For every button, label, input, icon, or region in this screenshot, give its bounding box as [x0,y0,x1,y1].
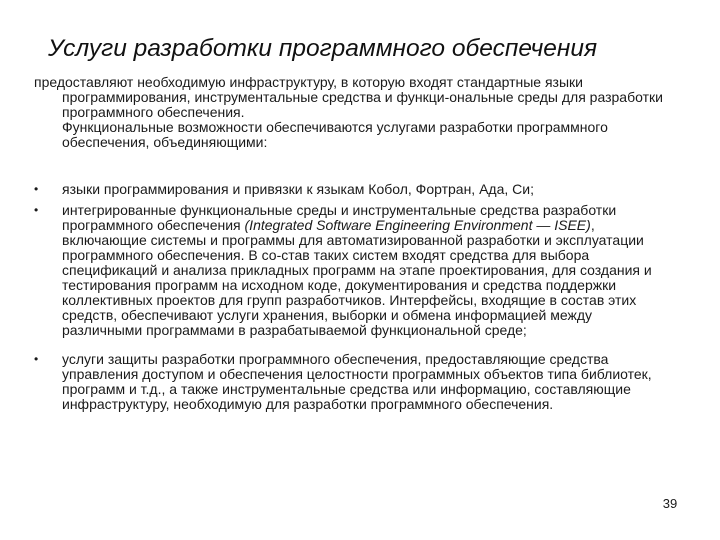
bullet-icon: • [34,182,39,196]
page-number: 39 [662,496,678,511]
bullet-text: языки программирования и привязки к языкам Кобол, Фортран, Ада, Си; [62,181,534,197]
intro-paragraph [34,75,670,150]
list-item [34,203,674,338]
english-term: (Integrated Software Engineering Environment — ISEE) [244,217,591,233]
bullet-text: интегрированные функциональные среды и инструментальные средства разработки программного обеспечения [62,202,617,233]
list-item [34,182,674,197]
bullet-list [34,182,674,418]
bullet-icon: • [34,352,39,366]
list-item [34,352,674,412]
bullet-text-continued: , включающие системы и программы для автоматизированной разработки и эксплуатации программного обеспечения. В со-став таких систем входят средства для выбора спецификаций и анализа прикладных программ на этапе проектирования, для создания и тестирования программ на исходном коде, документирования и средства поддержки коллективных проектов для групп разработчиков. Интерфейсы, входящие в состав этих средств, обеспечивают услуги хранения, выборки и обмена информацией между различными программами в разрабатываемой функциональной среде; [62,217,652,338]
slide-title: Услуги разработки программного обеспечения [48,35,598,62]
bullet-icon: • [34,203,39,217]
bullet-text: услуги защиты разработки программного обеспечения, предоставляющие средства управления доступом и обеспечения целостности программных объектов типа библиотек, программ и т.д., а также инструментальные средства или информацию, составляющие инфраструктуру, необходимую для разработки программного обеспечения. [62,351,652,412]
intro-lead-text: предоставляют необходимую инфраструктуру, в которую входят стандартные языки программирования, инструментальные средства и функци-ональные среды для разработки программного обеспечения. [34,74,663,120]
intro-note-text: Функциональные возможности обеспечиваются услугами разработки программного обеспечения, объединяющими: [62,119,608,150]
